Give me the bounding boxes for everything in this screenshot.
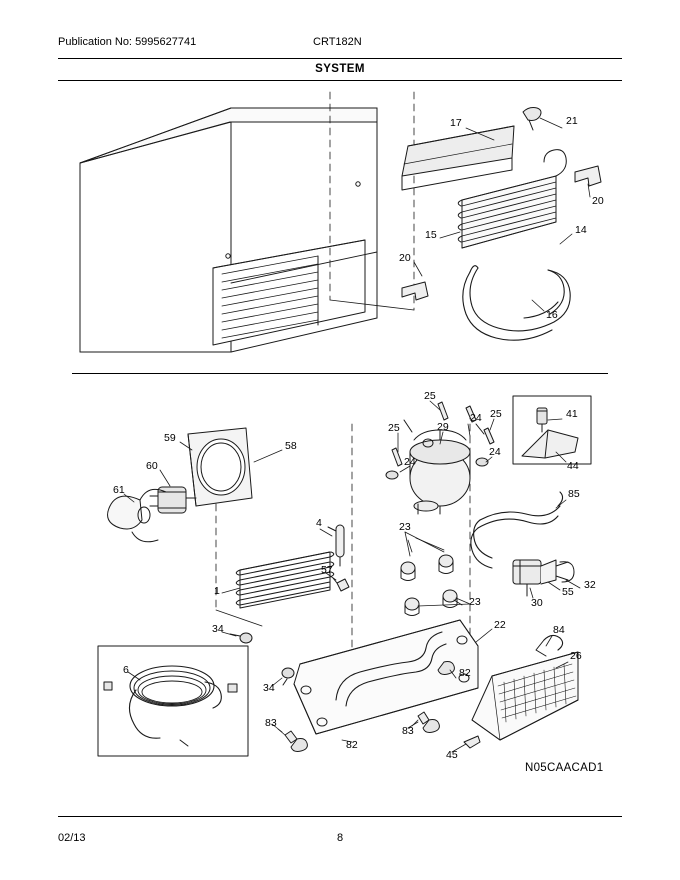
- callout-29: 29: [437, 421, 449, 433]
- callout-45: 45: [446, 749, 458, 761]
- callout-32: 32: [584, 579, 596, 591]
- footer-date: 02/13: [58, 832, 86, 844]
- evaporator-assembly: [330, 92, 601, 340]
- callout-25-b: 25: [388, 422, 400, 434]
- callout-84: 84: [553, 624, 565, 636]
- callout-14: 14: [575, 224, 587, 236]
- callout-60: 60: [146, 460, 158, 472]
- part-6-inset-box: [98, 646, 248, 756]
- callout-20-right: 20: [592, 195, 604, 207]
- callout-15: 15: [425, 229, 437, 241]
- part-85-tubing: [471, 492, 563, 568]
- callout-4: 4: [316, 517, 322, 529]
- footer-page-number: 8: [336, 832, 344, 844]
- part-1-condenser-coil: [236, 552, 334, 608]
- callout-6: 6: [123, 664, 129, 676]
- callout-30: 30: [531, 597, 543, 609]
- callout-57: 57: [321, 564, 333, 576]
- part-22-base-plate: [294, 620, 478, 734]
- callout-26: 26: [570, 650, 582, 662]
- callout-34-a: 34: [212, 623, 224, 635]
- part-61-fan-blade: [108, 489, 166, 541]
- callout-24-c: 24: [489, 446, 501, 458]
- diagram-code: N05CAACAD1: [525, 762, 604, 774]
- part-60-fan-motor: [150, 487, 196, 513]
- callout-25-a: 25: [424, 390, 436, 402]
- callout-55: 55: [562, 586, 574, 598]
- callout-82-b: 82: [346, 739, 358, 751]
- cabinet-illustration: [80, 108, 377, 352]
- part-41-44-bracket: [513, 396, 591, 464]
- part-59-fan-shroud: [188, 428, 252, 506]
- callout-41: 41: [566, 408, 578, 420]
- section-title: SYSTEM: [315, 63, 365, 75]
- callout-1: 1: [214, 585, 220, 597]
- part-14-16-tubing: [463, 266, 570, 340]
- callout-61: 61: [113, 484, 125, 496]
- callout-58: 58: [285, 440, 297, 452]
- part-21-clip: [523, 108, 541, 131]
- callout-82-a: 82: [459, 667, 471, 679]
- callout-83-b: 83: [402, 725, 414, 737]
- part-20-bracket-left: [402, 282, 428, 300]
- callout-21: 21: [566, 115, 578, 127]
- callout-16: 16: [546, 309, 558, 321]
- callout-83-a: 83: [265, 717, 277, 729]
- callout-17: 17: [450, 117, 462, 129]
- callout-20-left: 20: [399, 252, 411, 264]
- callout-23-b: 23: [469, 596, 481, 608]
- callout-22: 22: [494, 619, 506, 631]
- callout-85: 85: [568, 488, 580, 500]
- callout-24-a: 24: [470, 412, 482, 424]
- part-17-evaporator-cover: [402, 126, 514, 190]
- callout-23-a: 23: [399, 521, 411, 533]
- part-26-drain-pan: [464, 635, 578, 748]
- callout-44: 44: [567, 460, 579, 472]
- callout-25-c: 25: [490, 408, 502, 420]
- callout-34-b: 34: [263, 682, 275, 694]
- callout-24-b: 24: [404, 456, 416, 468]
- part-20-bracket-right: [575, 166, 601, 186]
- model-number: CRT182N: [313, 36, 362, 48]
- publication-label: Publication No:: [58, 36, 132, 48]
- publication-number: 5995627741: [135, 36, 197, 48]
- part-23-isolators: [401, 538, 462, 616]
- callout-59: 59: [164, 432, 176, 444]
